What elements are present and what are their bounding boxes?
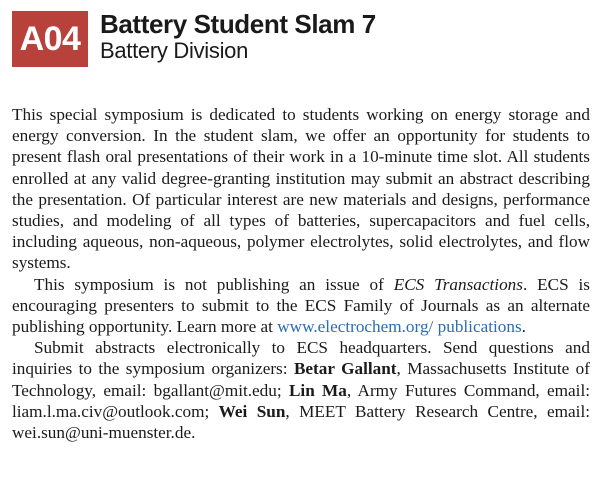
organizers-intro: Submit abstracts electronically to ECS headquarters. Send questions and inquiries to the symposium organizers: xyxy=(12,338,590,379)
publishing-text-middle: . ECS is encouraging presenters to submit to the ECS Family of Journals as an alternate publishing opportunity. Learn more at xyxy=(12,274,590,337)
paragraph-publishing xyxy=(12,274,590,338)
organizer-1-name: Betar Gallant xyxy=(293,359,397,379)
organizer-3-detail: , MEET Battery Research Centre, email: wei.sun@uni-muenster.de. xyxy=(12,401,590,443)
organizer-3-name: Wei Sun xyxy=(218,401,286,421)
symposium-description xyxy=(12,104,590,443)
division-name: Battery Division xyxy=(100,38,249,63)
symposium-title: Battery Student Slam 7 xyxy=(100,9,376,39)
publications-link-part2[interactable]: publications xyxy=(437,317,522,337)
publishing-text-after: . xyxy=(521,317,526,337)
organizer-2-name: Lin Ma xyxy=(288,380,347,400)
organizer-1-detail: , Massachusetts Institute of Technology, email: bgallant@mit.edu; xyxy=(12,359,591,400)
ecs-transactions-title: ECS Transactions xyxy=(393,274,523,294)
paragraph-intro: This special symposium is dedicated to students working on energy storage and energy conversion. In the student slam, we offer an opportunity for students to present flash oral presentations of their work in a 10-minute time slot. All students enrolled at any valid degree-granting institution may submit an abstract describing the presentation. Of particular interest are new materials and designs, performance studies, and modeling of all types of batteries, supercapacitors and fuel cells, including aqueous, non-aqueous, polymer electrolytes, solid electrolytes, and flow systems. xyxy=(12,105,590,273)
organizer-2-detail: , Army Futures Command, email: liam.l.ma.civ@outlook.com; xyxy=(12,380,590,421)
symposium-code-badge: A04 xyxy=(12,11,88,67)
paragraph-organizers xyxy=(12,337,590,443)
publications-link-part1[interactable]: www.electrochem.org/ xyxy=(277,317,434,337)
publishing-text-before: This symposium is not publishing an issue of xyxy=(34,274,394,294)
publications-link[interactable] xyxy=(277,317,521,336)
